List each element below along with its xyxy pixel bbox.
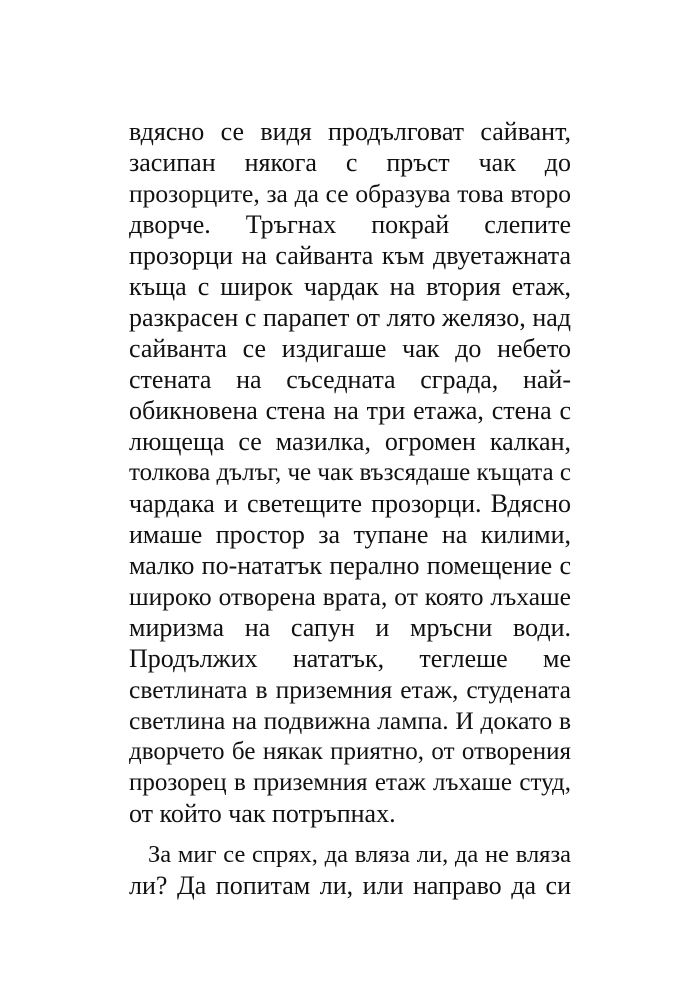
text-line: толкова дълъг, че чак възсядаше къщата с (129, 459, 571, 486)
text-line: Продължих нататък, теглеше ме (129, 644, 571, 673)
text-line: от който чак потръпнах. (129, 799, 396, 828)
text-line: светлината в приземния етаж, студената (129, 675, 571, 704)
paragraph-gap (129, 829, 571, 839)
text-line: светлина на подвижна лампа. И докато в (129, 706, 571, 735)
text-line: стената на съседната сграда, най- (129, 365, 571, 394)
text-line: засипан някога с пръст чак до (129, 148, 571, 177)
text-line: малко по-нататък перално помещение с (129, 551, 571, 580)
text-line: сайванта се издигаше чак до небето (129, 334, 571, 363)
text-line: За миг се спрях, да вляза ли, да не вляза (148, 841, 571, 868)
paragraph-1 (129, 116, 571, 829)
text-line: прозорците, за да се образува това второ (129, 179, 571, 208)
text-line: дворче. Тръгнах покрай слепите (129, 210, 571, 239)
text-line: къща с широк чардак на втория етаж, (129, 272, 571, 301)
text-line: широко отворена врата, от която лъхаше (129, 582, 571, 611)
text-line: прозорци на сайванта към двуетажната (129, 241, 571, 270)
text-line: имаше простор за тупане на килими, (129, 520, 571, 549)
text-line: ли? Да попитам ли, или направо да си (129, 871, 571, 900)
text-line: вдясно се видя продълговат сайвант, (129, 117, 571, 146)
text-line: разкрасен с парапет от лято желязо, над (129, 303, 571, 332)
text-line: лющеща се мазилка, огромен калкан, (129, 427, 571, 456)
text-line: миризма на сапун и мръсни води. (129, 613, 571, 642)
body-text (129, 116, 571, 901)
text-line: прозорец в приземния етаж лъхаше студ, (129, 769, 571, 796)
text-line: обикновена стена на три етажа, стена с (129, 396, 571, 425)
paragraph-2 (129, 839, 571, 901)
text-line: дворчето бе някак приятно, от отворения (129, 738, 571, 765)
text-line: чардака и светещите прозорци. Вдясно (129, 489, 571, 518)
